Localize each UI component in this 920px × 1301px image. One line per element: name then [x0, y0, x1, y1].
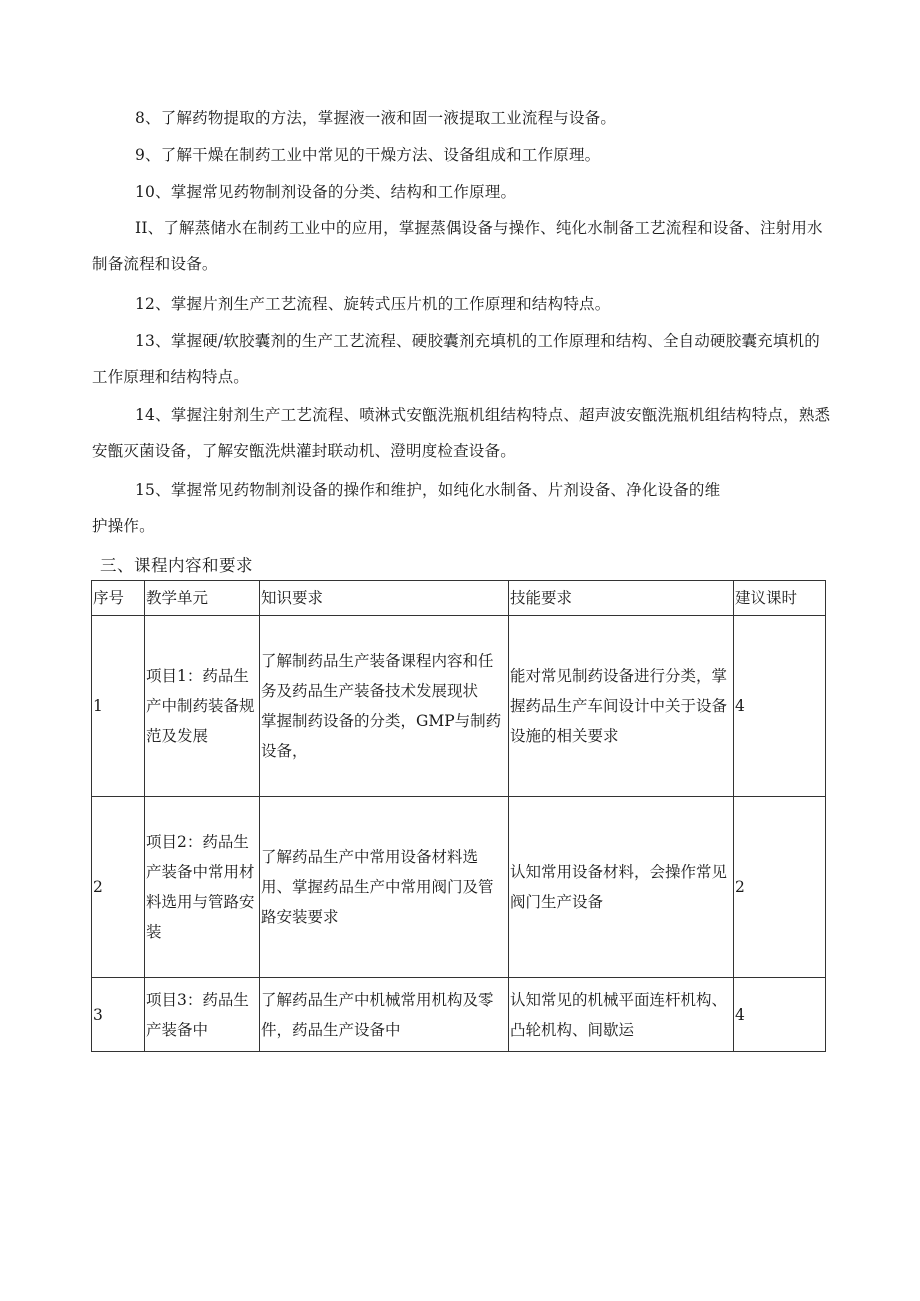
table-row	[92, 978, 826, 1052]
cell-hours: 4	[734, 616, 826, 797]
cell-skill: 认知常用设备材料，会操作常见阀门生产设备	[509, 797, 734, 978]
para-15-continued: 护操作。	[92, 517, 155, 535]
cell-skill: 认知常见的机械平面连杆机构、凸轮机构、间歇运	[509, 978, 734, 1052]
header-unit: 教学单元	[145, 581, 260, 616]
para-15: 15、掌握常见药物制剂设备的操作和维护，如纯化水制备、片剂设备、净化设备的维	[135, 481, 721, 499]
cell-no: 2	[92, 797, 145, 978]
para-8: 8、了解药物提取的方法，掌握液一液和固一液提取工业流程与设备。	[135, 109, 617, 127]
cell-skill: 能对常见制药设备进行分类，掌握药品生产车间设计中关于设备设施的相关要求	[509, 616, 734, 797]
para-13: 13、掌握硬/软胶囊剂的生产工艺流程、硬胶囊剂充填机的工作原理和结构、全自动硬胶囊充填机的工作原理和结构特点。	[92, 332, 820, 386]
cell-no: 3	[92, 978, 145, 1052]
section-heading: 三、课程内容和要求	[100, 556, 253, 575]
cell-unit: 项目1：药品生产中制药装备规范及发展	[145, 616, 260, 797]
para-12: 12、掌握片剂生产工艺流程、旋转式压片机的工作原理和结构特点。	[135, 295, 611, 313]
course-content-table	[91, 580, 826, 1052]
cell-unit: 项目3：药品生产装备中	[145, 978, 260, 1052]
header-hours: 建议课时	[734, 581, 826, 616]
table-header-row	[92, 581, 826, 616]
header-no: 序号	[92, 581, 145, 616]
cell-hours: 4	[734, 978, 826, 1052]
table-row	[92, 616, 826, 797]
header-knowledge: 知识要求	[260, 581, 509, 616]
cell-knowledge: 了解药品生产中机械常用机构及零件，药品生产设备中	[260, 978, 509, 1052]
cell-hours: 2	[734, 797, 826, 978]
cell-unit: 项目2：药品生产装备中常用材料选用与管路安装	[145, 797, 260, 978]
para-10: 10、掌握常见药物制剂设备的分类、结构和工作原理。	[135, 183, 517, 201]
para-14: 14、掌握注射剂生产工艺流程、喷淋式安甑洗瓶机组结构特点、超声波安甑洗瓶机组结构特点，熟悉安甑灭菌设备，了解安甑洗烘灌封联动机、澄明度检查设备。	[92, 406, 831, 460]
cell-knowledge: 了解制药品生产装备课程内容和任务及药品生产装备技术发展现状 掌握制药设备的分类，GMP与制药设备，	[260, 616, 509, 797]
para-9: 9、了解干燥在制药工业中常见的干燥方法、设备组成和工作原理。	[135, 146, 601, 164]
para-11: II、了解蒸储水在制药工业中的应用，掌握蒸偶设备与操作、纯化水制备工艺流程和设备、注射用水制备流程和设备。	[92, 219, 823, 273]
cell-no: 1	[92, 616, 145, 797]
cell-knowledge: 了解药品生产中常用设备材料选用、掌握药品生产中常用阀门及管路安装要求	[260, 797, 509, 978]
table-row	[92, 797, 826, 978]
header-skill: 技能要求	[509, 581, 734, 616]
